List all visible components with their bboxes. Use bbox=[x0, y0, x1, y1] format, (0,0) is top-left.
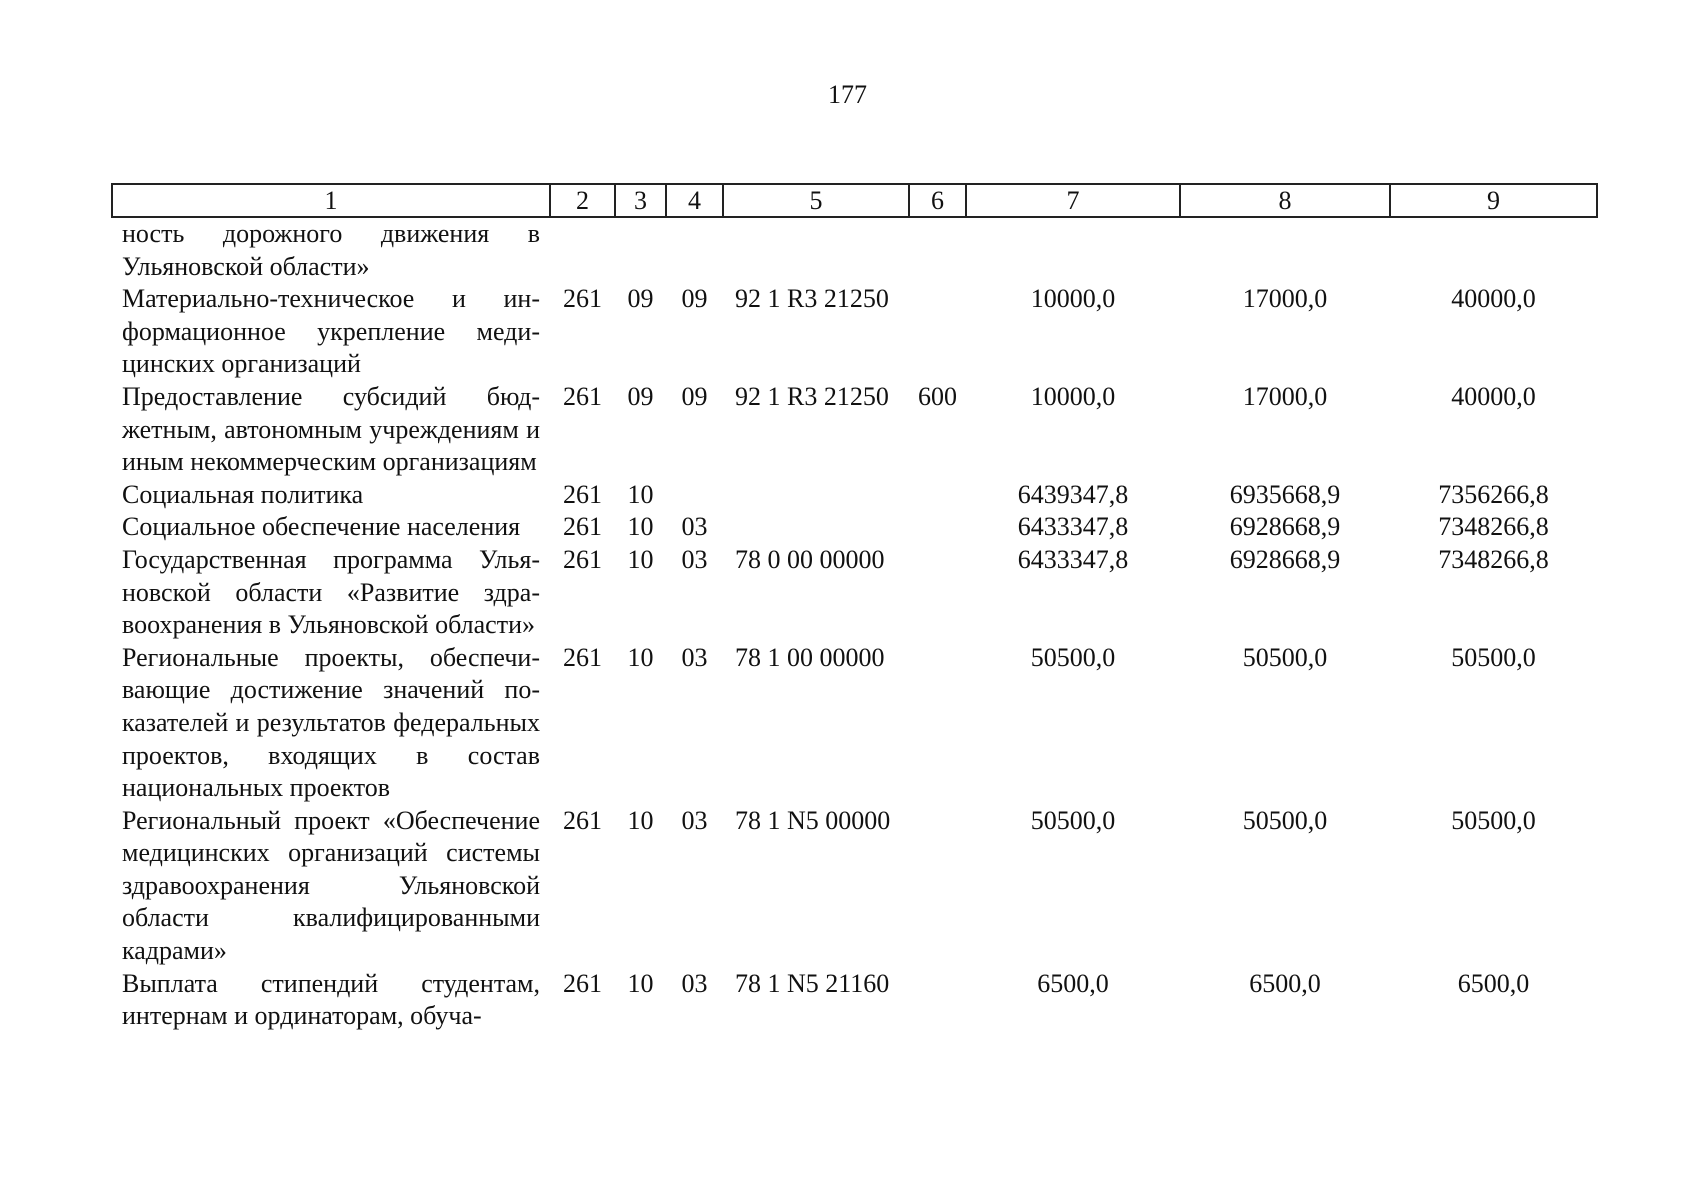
column-header-1: 1 bbox=[112, 184, 550, 217]
row-csr: 78 1 N5 21160 bbox=[735, 968, 890, 998]
row-year-1: 6433347,8 bbox=[1017, 512, 1129, 542]
table-row bbox=[112, 381, 1597, 479]
row-year-3: 7348266,8 bbox=[1438, 512, 1549, 542]
row-gr: 261 bbox=[563, 968, 602, 998]
row-year-3: 50500,0 bbox=[1451, 642, 1536, 672]
column-header-6: 6 bbox=[909, 184, 966, 217]
row-rz: 10 bbox=[627, 805, 654, 835]
row-name: Социальное обеспечение населения bbox=[122, 512, 521, 542]
row-vr bbox=[909, 544, 966, 642]
row-year-1: 50500,0 bbox=[1030, 805, 1116, 835]
row-rz: 10 bbox=[627, 479, 654, 509]
row-rz bbox=[615, 217, 666, 283]
budget-table bbox=[111, 183, 1598, 1033]
row-gr: 261 bbox=[563, 544, 602, 574]
row-vr: 600 bbox=[918, 381, 957, 411]
row-year-3: 40000,0 bbox=[1451, 381, 1536, 411]
row-year-2 bbox=[1180, 217, 1390, 283]
table-row bbox=[112, 217, 1597, 283]
table-body bbox=[112, 217, 1597, 1033]
row-year-3 bbox=[1390, 217, 1597, 283]
row-year-2: 6928668,9 bbox=[1229, 512, 1341, 542]
row-name: Региональный проект «Обеспечение медицинских организаций системы здравоохранения Ульяновской области квалифицированными кадрами» bbox=[122, 805, 540, 966]
table-row bbox=[112, 805, 1597, 968]
table-row bbox=[112, 511, 1597, 544]
row-name: Региональные проекты, обеспечивающие достижение значений показателей и результатов федеральных проектов, входящих в состав национальных проектов bbox=[122, 642, 540, 803]
column-header-8: 8 bbox=[1180, 184, 1390, 217]
row-vr bbox=[909, 511, 966, 544]
row-vr bbox=[909, 805, 966, 968]
row-vr bbox=[909, 642, 966, 805]
row-csr: 92 1 R3 21250 bbox=[735, 381, 889, 411]
row-gr: 261 bbox=[563, 381, 602, 411]
row-year-1: 6433347,8 bbox=[1017, 544, 1129, 574]
row-year-2: 17000,0 bbox=[1242, 284, 1328, 314]
page-number: 177 bbox=[828, 80, 867, 109]
row-rz: 10 bbox=[627, 968, 654, 998]
row-vr bbox=[909, 283, 966, 381]
row-year-3: 50500,0 bbox=[1451, 805, 1536, 835]
table-row bbox=[112, 479, 1597, 512]
row-pr bbox=[666, 217, 723, 283]
row-csr bbox=[723, 511, 909, 544]
row-year-2: 6935668,9 bbox=[1229, 479, 1341, 509]
column-header-7: 7 bbox=[966, 184, 1180, 217]
row-rz: 10 bbox=[627, 642, 654, 672]
row-pr: 09 bbox=[681, 381, 708, 411]
row-gr: 261 bbox=[563, 284, 602, 314]
row-gr bbox=[550, 217, 615, 283]
row-name: Предоставление субсидий бюджетным, автономным учреждениям и иным некоммерческим организациям bbox=[122, 381, 540, 477]
column-header-3: 3 bbox=[615, 184, 666, 217]
table-row bbox=[112, 544, 1597, 642]
column-header-9: 9 bbox=[1390, 184, 1597, 217]
row-year-2: 17000,0 bbox=[1242, 381, 1328, 411]
row-rz: 09 bbox=[627, 284, 654, 314]
row-year-1 bbox=[966, 217, 1180, 283]
row-gr: 261 bbox=[563, 642, 602, 672]
row-name: Государственная программа Ульяновской области «Развитие здравоохранения в Ульяновской области» bbox=[122, 544, 540, 640]
column-header-5: 5 bbox=[723, 184, 909, 217]
row-year-3: 6500,0 bbox=[1457, 968, 1530, 998]
row-year-3: 7356266,8 bbox=[1438, 479, 1549, 509]
table-header bbox=[112, 184, 1597, 217]
row-year-2: 50500,0 bbox=[1242, 805, 1328, 835]
row-vr bbox=[909, 217, 966, 283]
row-pr: 03 bbox=[681, 512, 708, 542]
row-year-3: 40000,0 bbox=[1451, 284, 1536, 314]
row-csr bbox=[723, 479, 909, 512]
row-pr: 03 bbox=[681, 805, 708, 835]
column-header-2: 2 bbox=[550, 184, 615, 217]
row-gr: 261 bbox=[563, 805, 602, 835]
row-name: Выплата стипендий студентам, интернам и ординаторам, обуча- bbox=[122, 968, 540, 1031]
row-gr: 261 bbox=[563, 512, 602, 542]
row-csr: 78 1 00 00000 bbox=[735, 642, 885, 672]
row-year-1: 10000,0 bbox=[1030, 284, 1116, 314]
row-rz: 10 bbox=[627, 544, 654, 574]
column-header-4: 4 bbox=[666, 184, 723, 217]
row-pr: 03 bbox=[681, 968, 708, 998]
row-name: Материально-техническое и информационное укрепление медицинских организаций bbox=[122, 284, 540, 379]
table-row bbox=[112, 968, 1597, 1033]
row-year-1: 10000,0 bbox=[1030, 381, 1116, 411]
row-year-3: 7348266,8 bbox=[1438, 544, 1549, 574]
row-gr: 261 bbox=[563, 479, 602, 509]
row-pr: 03 bbox=[681, 544, 708, 574]
row-pr: 09 bbox=[681, 284, 708, 314]
row-csr: 92 1 R3 21250 bbox=[735, 284, 889, 314]
row-csr: 78 1 N5 00000 bbox=[735, 805, 891, 835]
row-csr bbox=[723, 217, 909, 283]
row-pr bbox=[666, 479, 723, 512]
table-row bbox=[112, 283, 1597, 381]
row-year-2: 6500,0 bbox=[1249, 968, 1321, 998]
row-vr bbox=[909, 968, 966, 1033]
row-year-1: 6500,0 bbox=[1037, 968, 1109, 998]
row-csr: 78 0 00 00000 bbox=[735, 544, 885, 574]
header-row bbox=[112, 184, 1597, 217]
row-year-2: 50500,0 bbox=[1242, 642, 1328, 672]
row-name: Социальная политика bbox=[122, 479, 364, 509]
row-year-1: 50500,0 bbox=[1030, 642, 1116, 672]
row-year-2: 6928668,9 bbox=[1229, 544, 1341, 574]
row-year-1: 6439347,8 bbox=[1017, 479, 1129, 509]
row-vr bbox=[909, 479, 966, 512]
row-name: ность дорожного движения в Ульяновской области» bbox=[122, 219, 540, 281]
row-rz: 10 bbox=[627, 512, 654, 542]
table-row bbox=[112, 642, 1597, 805]
row-pr: 03 bbox=[681, 642, 708, 672]
row-rz: 09 bbox=[627, 381, 654, 411]
